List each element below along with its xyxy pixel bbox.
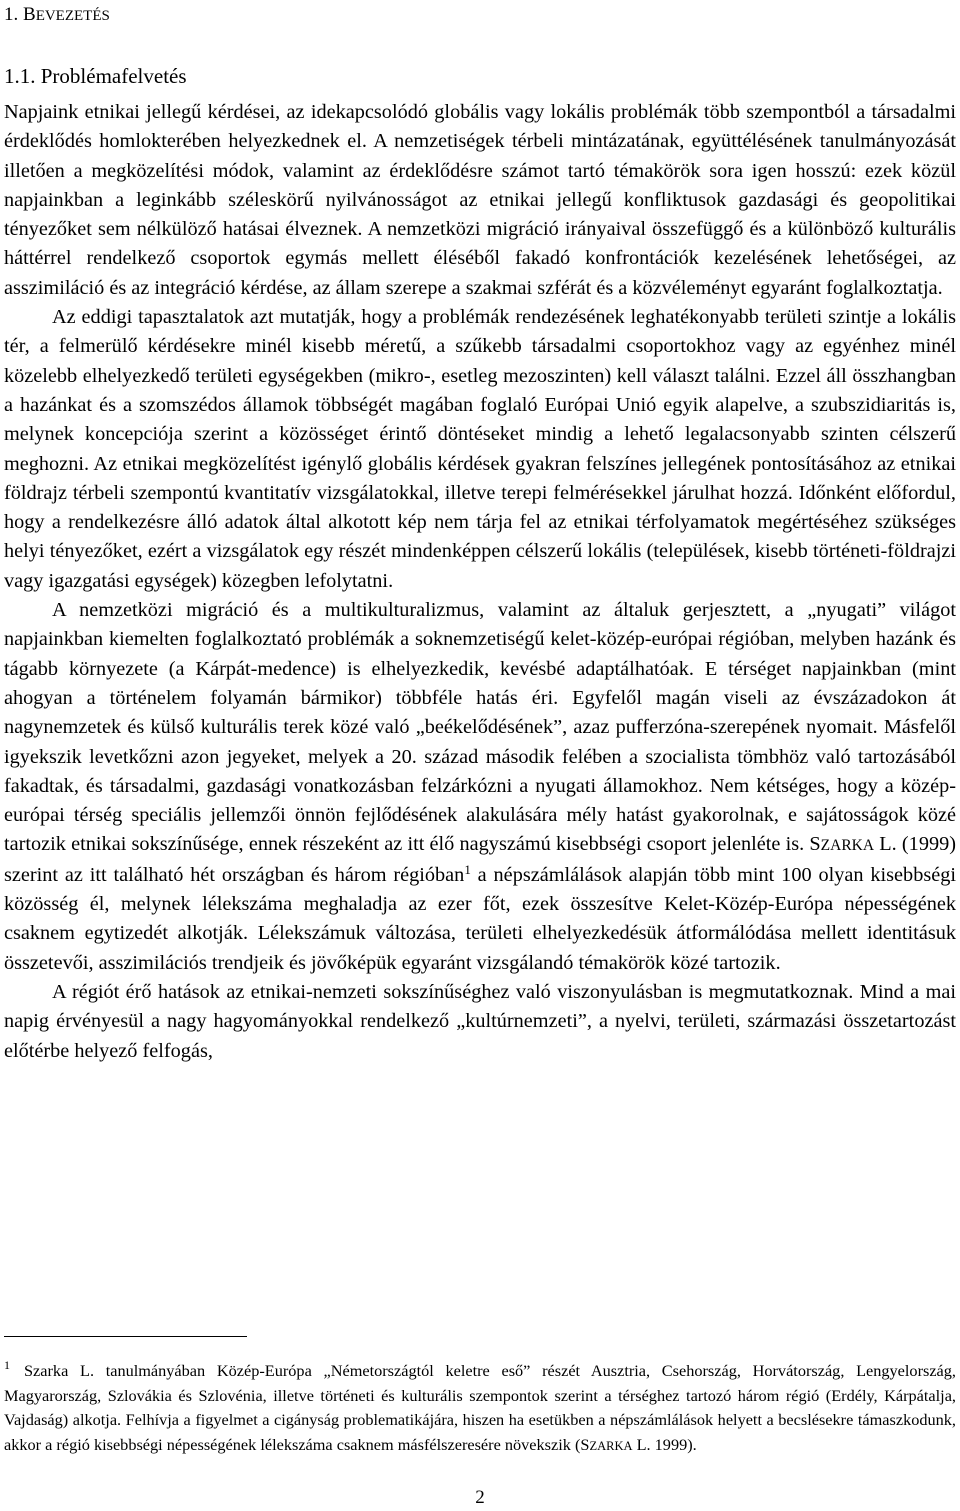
body-text: [4, 98, 956, 1066]
footnote-separator: [4, 1336, 247, 1337]
author-smallcaps: ZARKA: [820, 837, 875, 855]
footnote-number: 1: [4, 1358, 10, 1372]
paragraph-3: A nemzetközi migráció és a multikulturalizmus, valamint az általuk gerjesztett, a „nyugati” világot napjainkban kiemelten foglalkoztató problémák a soknemzetiségű kelet-közép-európai régióban, melyben hazánk és tágabb környezete (a Kárpát-medence) is elhelyezkedik, kevésbé adaptálhatóak. E térséget napjainkban (mint ahogyan a történelem folyamán bármikor) többféle hatás éri. Egyfelől magán viseli az évszázadokon át nagynemzetek és külső kulturális terek közé való „beékelődésének”, azaz pufferzóna-szerepének nyomait. Másfelől igyekszik levetkőzni azon jegyeket, melyek a 20. század második felében a szocialista tömbhöz való tartozásából fakadtak, és társadalmi, gazdasági vonatkozásban felzárkózni a nyugati államokhoz. Nem kétséges, hogy a közép-európai térség speciális jellemzői önnön fejlődésének alakulására mély hatást gyakorolnak, e sajátosságok közé tartozik etnikai sokszínűsége, ennek részeként az itt élő nagyszámú kisebbségi csoport jelenléte is. SZARKA L. (1999) szerint az itt található hét országban és három régióban$^1$ a népszámlálások alapján több mint 100 olyan kisebbségi közösség él, melynek lélekszáma meghaladja az ezer főt, ezek összesítve Kelet-Közép-Európa népességének csaknem egytizedét alkotják. Lélekszámuk változása, területi elhelyezkedésük átformálódása mellett identitásuk összetevői, asszimilációs trendjeik és jövőképük egyaránt vizsgálandó témakörök közé tartozik.: [4, 599, 956, 974]
chapter-title-smallcaps: EVEZETÉS: [35, 8, 110, 24]
footnote-ref[interactable]: 1: [464, 861, 471, 877]
chapter-number: 1. B: [4, 4, 36, 25]
footnote: $^1$ Szarka L. tanulmányában Közép-Európa „Németországtól keletre eső” részét Ausztria, Csehország, Horvátország, Lengyelország, Magyarország, Szlovákia és Szlovénia, illetve történeti és kulturális szempontok szerint a térséghez tartozó három régió (Erdély, Kárpátalja, Vajdaság) alkotja. Felhívja a figyelmet a cigányság problematikájára, hiszen ha esetükben a népszámlálások helyett a becslésekre támaszkodunk, akkor a régió kisebbségi népességének lélekszáma csaknem másfélszeresére növekszik (SZARKA L. 1999).: [4, 1358, 956, 1454]
section-title: 1.1. Problémafelvetés: [4, 64, 187, 88]
footnote-author-smallcaps: ZARKA: [589, 1438, 633, 1453]
paragraph-2: Az eddigi tapasztalatok azt mutatják, hogy a problémák rendezésének leghatékonyabb területi szintje a lokális tér, a felmerülő kérdésekre minél kisebb méretű, a szűkebb társadalmi csoportokhoz vagy az egyénhez minél közelebb elhelyezkedő területi egységekben (mikro-, esetleg mezoszinten) kell választ találni. Ezzel áll összhangban a hazánkat és a szomszédos államok többségét magában foglaló Európai Unió egyik alapelve, a szubszidiaritás is, melynek koncepciója szerint a közösséget érintő döntéseket mindig a lehető legalacsonyabb szinten célszerű meghozni. Az etnikai megközelítést igénylő globális kérdések gyakran felszínes jellegének pontosításához az etnikai földrajz térbeli szempontú kvantitatív vizsgálatokkal, illetve terepi felmérésekkel járulhat hozzá. Időnként előfordul, hogy a rendelkezésre álló adatok által alkotott kép nem tárja fel az etnikai térfolyamatok megértéséhez szükséges helyi tényezőket, ezért a vizsgálatok egy részét mindenképpen célszerű lokális (települések, kisebb történeti-földrajzi vagy igazgatási egységek) közegben lefolytatni.: [4, 306, 956, 592]
paragraph-1: Napjaink etnikai jellegű kérdései, az idekapcsolódó globális vagy lokális problémák több szempontból a társadalmi érdeklődés homlokterében helyezkednek el. A nemzetiségek térbeli mintázatának, együttélésének tanulmányozását illetően a megközelítési módok, valamint az érdeklődésre számot tartó témakörök sora igen hosszú: ezek közül napjainkban a leginkább széleskörű nyilvánosságot az etnikai jellegű konfliktusok gazdasági és geopolitikai tényezőket sem nélkülöző hatásai élveznek. A nemzetközi migráció irányaival összefüggő és a különböző kulturális háttérrel rendelkező csoportok egymás mellett éléséből fakadó konfrontációk kezelésének lehetőségei, az asszimiláció és az integráció kérdése, az állam szerepe a szakmai szférát és a közvéleményt egyaránt foglalkoztatja.: [4, 101, 956, 299]
paragraph-4: A régiót érő hatások az etnikai-nemzeti sokszínűséghez való viszonyulásban is megmutatkoznak. Mind a mai napig érvényesül a nagy hagyományokkal rendelkező „kultúrnemzeti”, a nyelvi, területi, származási összetartozást előtérbe helyező felfogás,: [4, 980, 956, 1062]
page-number: 2: [475, 1487, 485, 1508]
chapter-heading: [4, 2, 110, 29]
